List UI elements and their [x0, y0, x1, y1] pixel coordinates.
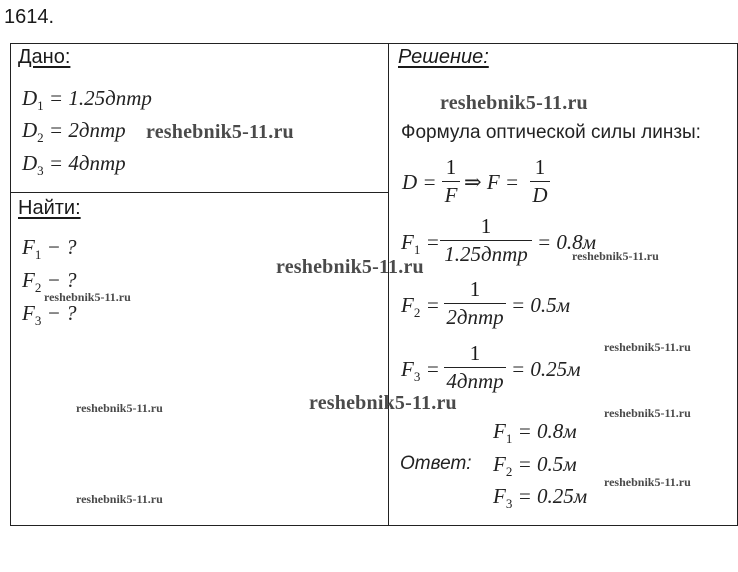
- formula-fraction-1-denominator: F: [444, 183, 458, 207]
- solution-heading: Решение:: [398, 46, 489, 68]
- fraction-bar: [442, 181, 460, 182]
- fraction-bar: [440, 240, 532, 241]
- watermark: reshebnik5-11.ru: [44, 290, 131, 304]
- problem-number: 1614.: [4, 6, 55, 28]
- formula-lhs: D =: [402, 170, 437, 194]
- solution-f1-fraction: [440, 214, 532, 267]
- watermark: reshebnik5-11.ru: [440, 92, 588, 114]
- solution-f3-lhs: $F_3$ =: [401, 357, 440, 384]
- solution-f1-denominator: 1.25дптр: [444, 242, 528, 266]
- given-d1: $D_1$ = 1.25дптр: [22, 86, 152, 113]
- formula-label: Формула оптической силы линзы:: [401, 122, 701, 143]
- answer-label: Ответ:: [400, 453, 472, 474]
- formula-fraction-2: [530, 155, 550, 208]
- solution-f3-rhs: = 0.25м: [511, 357, 581, 381]
- solution-f1-lhs: $F_1$ =: [401, 230, 440, 257]
- solution-f2-lhs: $F_2$ =: [401, 293, 440, 320]
- fraction-bar: [530, 181, 550, 182]
- fraction-bar: [444, 303, 506, 304]
- table-divider-horizontal: [10, 192, 389, 193]
- solution-f2-denominator: 2дптр: [446, 305, 504, 329]
- watermark: reshebnik5-11.ru: [604, 406, 691, 420]
- formula-fraction-2-denominator: D: [532, 183, 548, 207]
- watermark: reshebnik5-11.ru: [76, 492, 163, 506]
- solution-f1-rhs: = 0.8м: [537, 230, 597, 254]
- fraction-bar: [444, 367, 506, 368]
- solution-f2-rhs: = 0.5м: [511, 293, 571, 317]
- answer-f3: $F_3 = 0.25м$: [493, 484, 588, 511]
- solution-f3-numerator: 1: [469, 341, 481, 365]
- solution-f1-numerator: 1: [480, 214, 492, 238]
- watermark: reshebnik5-11.ru: [146, 121, 294, 143]
- table-divider-vertical: [388, 43, 389, 526]
- watermark: reshebnik5-11.ru: [276, 256, 424, 278]
- answer-f1: $F_1 = 0.8м$: [493, 419, 577, 446]
- solution-table-frame: [10, 43, 738, 526]
- given-d3: $D_3$ = 4дптр: [22, 151, 126, 178]
- find-f3: $F_3$ − ?: [22, 301, 77, 328]
- find-f2: $F_2$ − ?: [22, 268, 77, 295]
- solution-f3-denominator: 4дптр: [446, 369, 504, 393]
- solution-f3-fraction: [444, 341, 506, 394]
- solution-f2-fraction: [444, 277, 506, 330]
- watermark: reshebnik5-11.ru: [604, 475, 691, 489]
- formula-fraction-1-numerator: 1: [445, 155, 457, 179]
- answer-f2: $F_2 = 0.5м$: [493, 452, 577, 479]
- formula-fraction-2-numerator: 1: [534, 155, 546, 179]
- find-heading: Найти:: [18, 197, 81, 219]
- solution-f2-numerator: 1: [469, 277, 481, 301]
- find-f1: $F_1$ − ?: [22, 235, 77, 262]
- given-heading: Дано:: [18, 46, 71, 68]
- watermark: reshebnik5-11.ru: [604, 340, 691, 354]
- watermark: reshebnik5-11.ru: [572, 249, 659, 263]
- given-d2: $D_2$ = 2дптр: [22, 118, 126, 145]
- watermark: reshebnik5-11.ru: [309, 392, 457, 414]
- formula-fraction-1: [442, 155, 460, 208]
- watermark: reshebnik5-11.ru: [76, 401, 163, 415]
- formula-mid: ⇒ F =: [464, 170, 520, 194]
